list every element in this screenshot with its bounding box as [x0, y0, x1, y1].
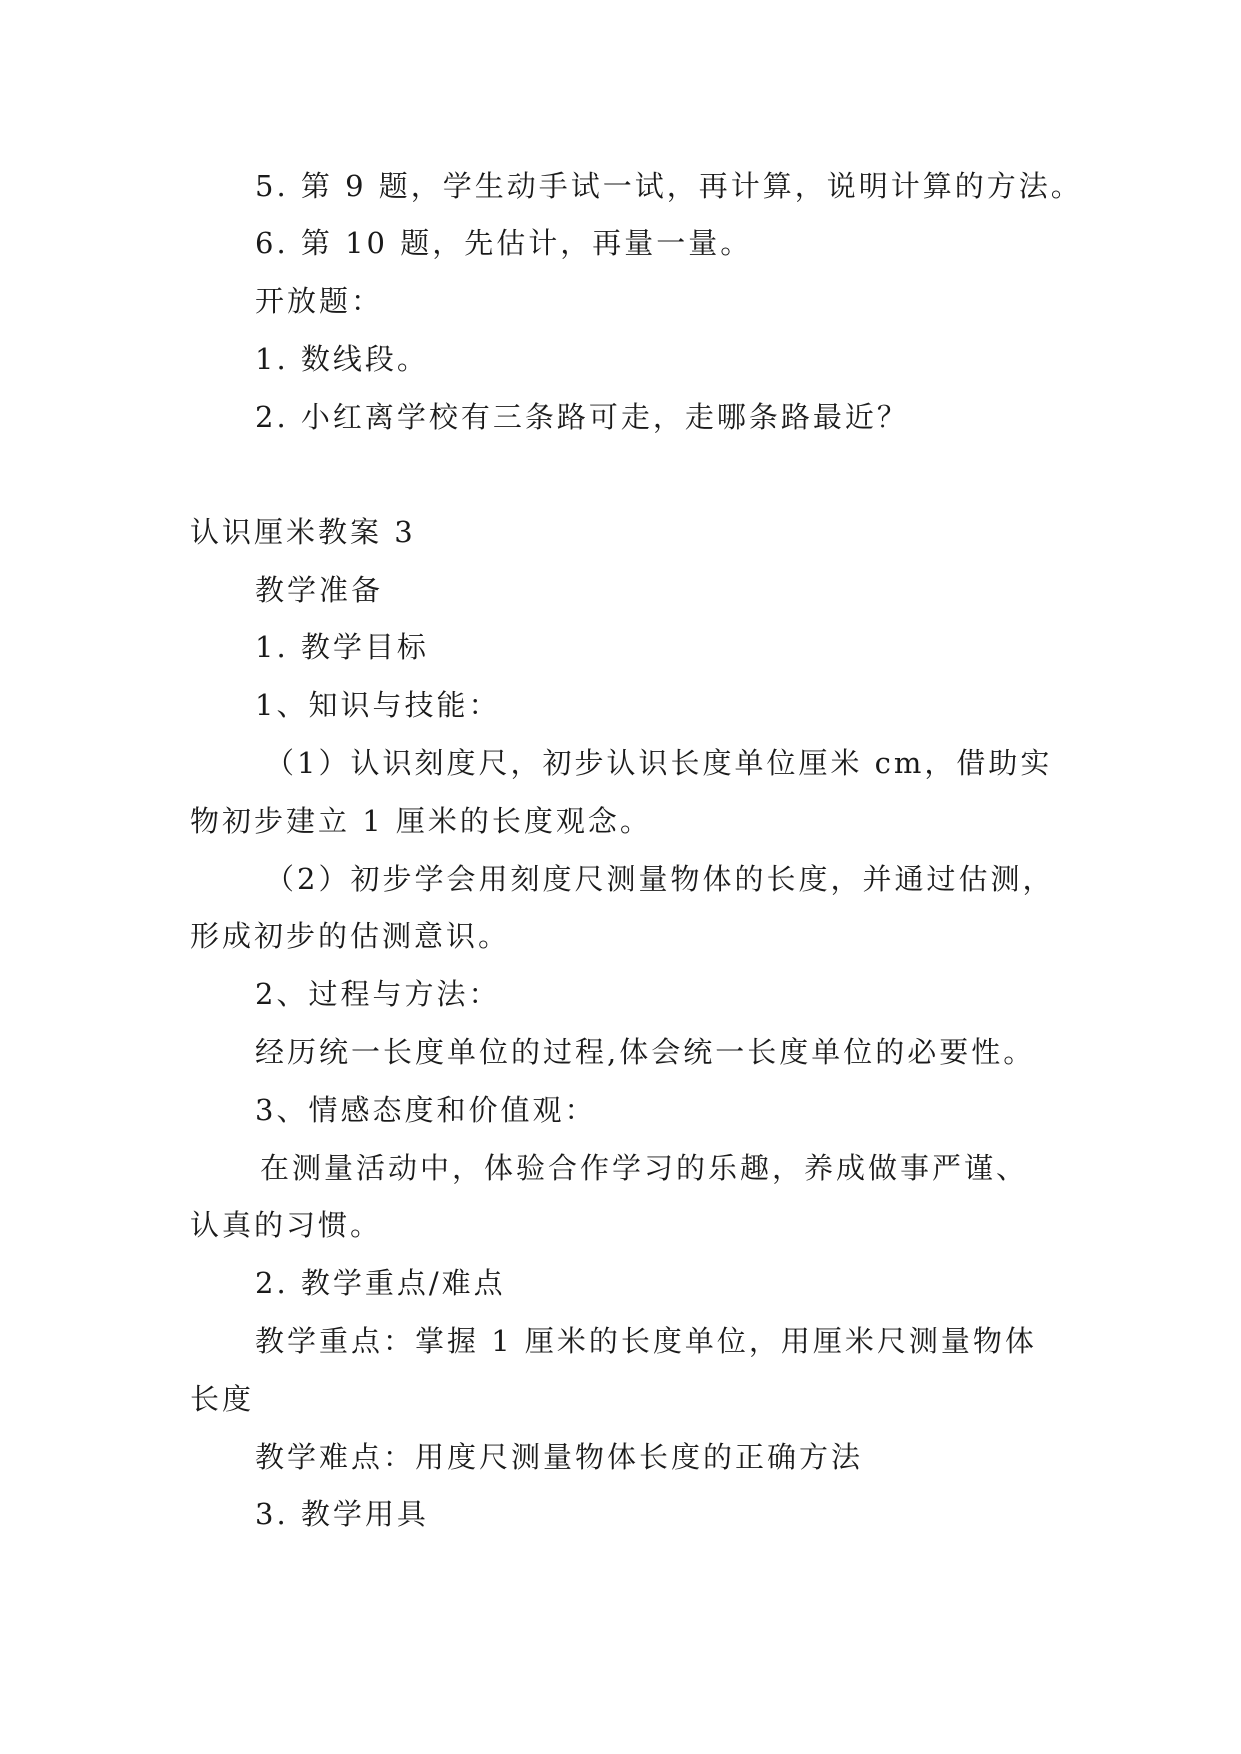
section-heading: 认识厘米教案 3 — [190, 515, 416, 549]
text-line: 认真的习惯。 — [190, 1208, 383, 1242]
text-line: 开放题： — [255, 284, 384, 318]
text-line: 物初步建立 1 厘米的长度观念。 — [190, 804, 652, 838]
text-line: （1）认识刻度尺，初步认识长度单位厘米 cm，借助实 — [265, 746, 1053, 780]
text-line: 1. 教学目标 — [255, 630, 429, 664]
text-line: 长度 — [190, 1382, 255, 1416]
text-line: 1、知识与技能： — [255, 688, 501, 722]
text-line: （2）初步学会用刻度尺测量物体的长度，并通过估测， — [265, 862, 1055, 896]
text-line: 2. 小红离学校有三条路可走，走哪条路最近？ — [255, 400, 909, 434]
text-line: 5. 第 9 题，学生动手试一试，再计算，说明计算的方法。 — [255, 169, 1083, 203]
text-line: 2、过程与方法： — [255, 977, 501, 1011]
text-line: 教学重点：掌握 1 厘米的长度单位，用厘米尺测量物体 — [255, 1324, 1037, 1358]
text-line: 3、情感态度和价值观： — [255, 1093, 597, 1127]
text-line: 2. 教学重点/难点 — [255, 1266, 506, 1300]
text-line: 6. 第 10 题，先估计，再量一量。 — [255, 226, 753, 260]
text-line: 教学准备 — [255, 573, 384, 607]
text-line: 3. 教学用具 — [255, 1497, 429, 1531]
text-line: 1. 数线段。 — [255, 342, 429, 376]
text-line: 教学难点：用度尺测量物体长度的正确方法 — [255, 1440, 864, 1474]
text-line: 形成初步的估测意识。 — [190, 919, 511, 953]
text-line: 经历统一长度单位的过程,体会统一长度单位的必要性。 — [255, 1035, 1036, 1069]
text-line: 在测量活动中，体验合作学习的乐趣，养成做事严谨、 — [260, 1151, 1029, 1185]
